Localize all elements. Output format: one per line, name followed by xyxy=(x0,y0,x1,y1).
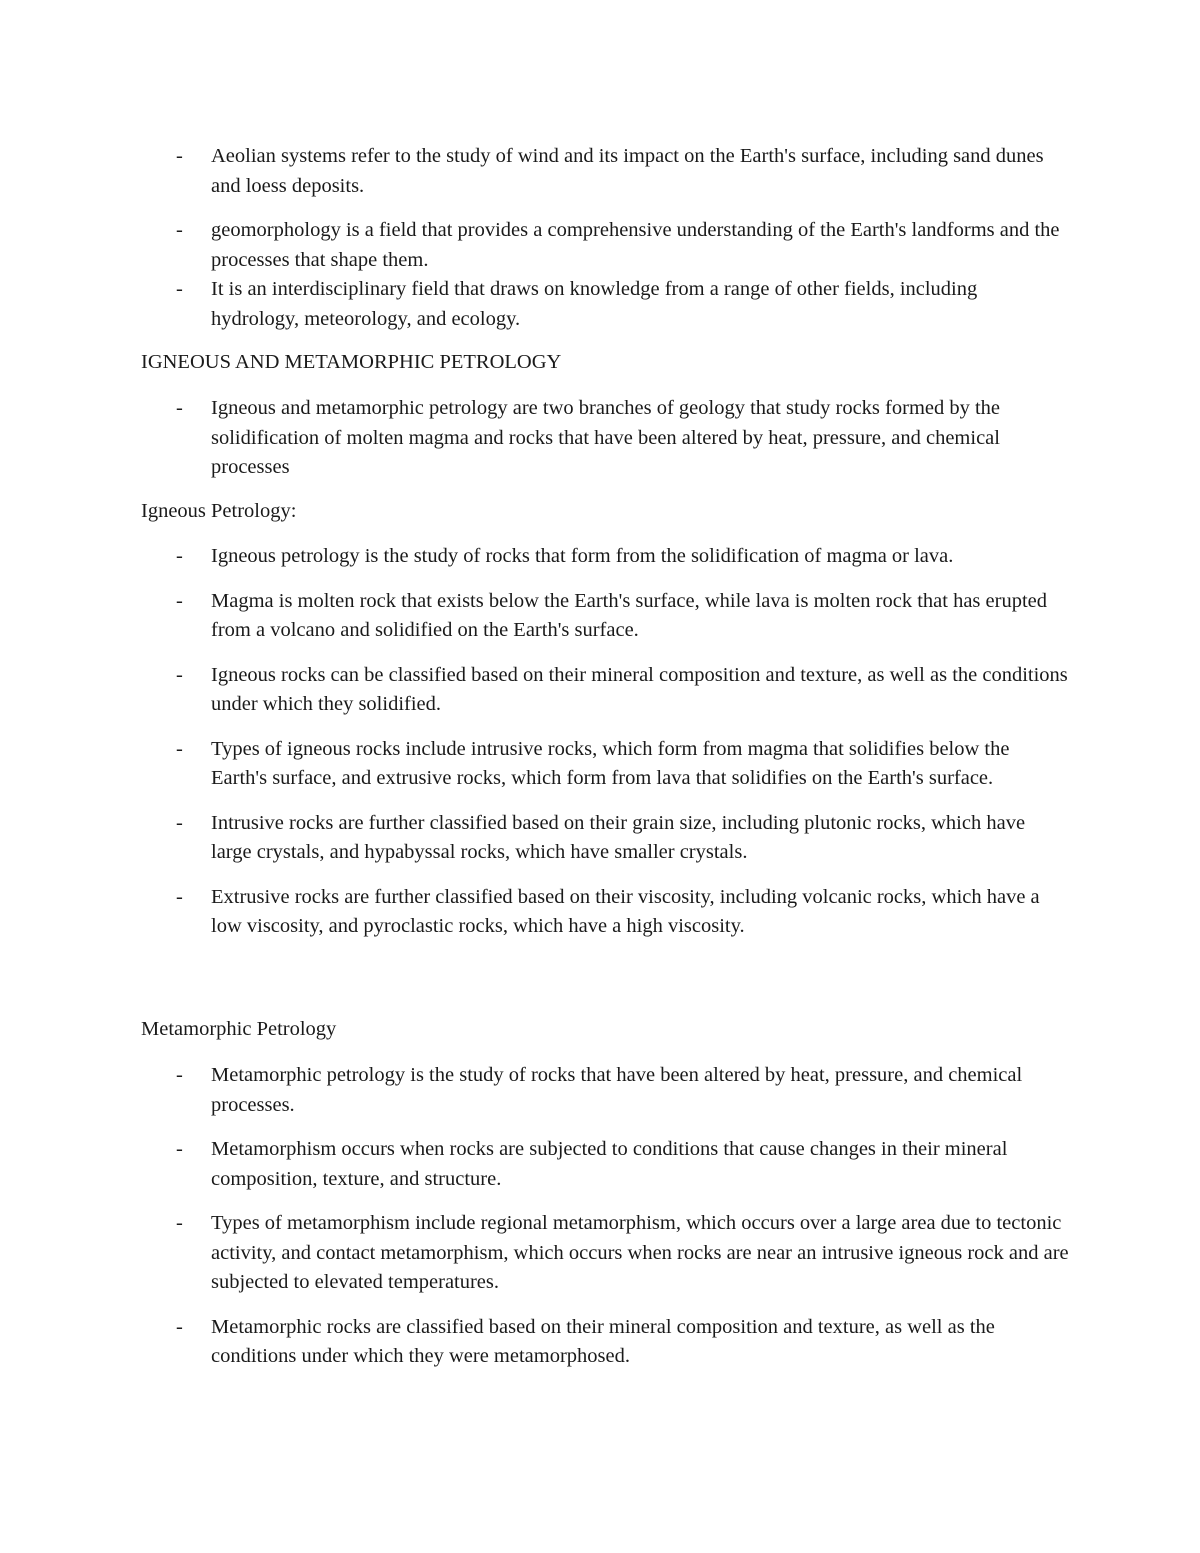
list-item-text: Extrusive rocks are further classified based on their viscosity, including volcanic rocks, which have a low viscosity, and pyroclastic rocks, which have a high viscosity. xyxy=(211,885,1040,937)
bullet-dash: - xyxy=(176,397,183,419)
igneous-bullet-list xyxy=(0,542,1200,942)
list-item xyxy=(0,542,1200,572)
list-item-text: geomorphology is a field that provides a comprehensive understanding of the Earth's landforms and the processes that shape them. xyxy=(211,219,1060,271)
list-item xyxy=(0,735,1200,794)
list-item-text: Types of igneous rocks include intrusive rocks, which form from magma that solidifies below the Earth's surface, and extrusive rocks, which form from lava that solidifies on the Earth's surface. xyxy=(211,737,1010,789)
bullet-dash: - xyxy=(176,1315,183,1338)
bullet-dash: - xyxy=(176,219,183,241)
list-item-text: It is an interdisciplinary field that draws on knowledge from a range of other fields, including hydrology, meteorology, and ecology. xyxy=(211,278,978,330)
list-item xyxy=(0,1135,1200,1194)
list-item xyxy=(0,587,1200,646)
list-item-text: Aeolian systems refer to the study of wind and its impact on the Earth's surface, including sand dunes and loess deposits. xyxy=(211,145,1044,197)
bullet-dash: - xyxy=(176,1212,183,1234)
main-bullet-list xyxy=(0,394,1200,483)
bullet-dash: - xyxy=(176,811,183,834)
section-heading-igneous-metamorphic: IGNEOUS AND METAMORPHIC PETROLOGY xyxy=(141,351,562,373)
section-heading-igneous: Igneous Petrology: xyxy=(141,500,297,522)
bullet-dash: - xyxy=(176,145,183,167)
list-item xyxy=(0,1061,1200,1120)
list-item-text: Metamorphism occurs when rocks are subjected to conditions that cause changes in their mineral composition, texture, and structure. xyxy=(211,1138,1008,1190)
bullet-dash: - xyxy=(176,663,183,686)
list-item-text: Metamorphic petrology is the study of rocks that have been altered by heat, pressure, and chemical processes. xyxy=(211,1064,1023,1116)
list-item-text: Igneous and metamorphic petrology are two branches of geology that study rocks formed by the solidification of molten magma and rocks that have been altered by heat, pressure, and chemical processes xyxy=(211,397,1001,478)
list-item-text: Igneous rocks can be classified based on their mineral composition and texture, as well as the conditions under which they solidified. xyxy=(211,663,1068,715)
list-item xyxy=(0,216,1200,275)
metamorphic-bullet-list xyxy=(0,1061,1200,1372)
section-heading-metamorphic: Metamorphic Petrology xyxy=(141,1018,337,1040)
list-item-text: Magma is molten rock that exists below the Earth's surface, while lava is molten rock that has erupted from a volcano and solidified on the Earth's surface. xyxy=(211,589,1047,641)
list-item-text: Types of metamorphism include regional metamorphism, which occurs over a large area due to tectonic activity, and contact metamorphism, which occurs when rocks are near an intrusive igneous rock and are subjected to elevated temperatures. xyxy=(211,1212,1069,1293)
list-item-text: Igneous petrology is the study of rocks that form from the solidification of magma or lava. xyxy=(211,545,954,567)
intro-bullet-list xyxy=(0,142,1200,334)
list-item xyxy=(0,809,1200,868)
list-item xyxy=(0,275,1200,334)
bullet-dash: - xyxy=(176,278,183,300)
bullet-dash: - xyxy=(176,589,183,612)
bullet-dash: - xyxy=(176,1064,183,1086)
list-item xyxy=(0,1313,1200,1372)
list-item-text: Intrusive rocks are further classified based on their grain size, including plutonic rocks, which have large crystals, and hypabyssal rocks, which have smaller crystals. xyxy=(211,811,1026,863)
list-item xyxy=(0,142,1200,201)
list-item xyxy=(0,661,1200,720)
list-item-text: Metamorphic rocks are classified based on their mineral composition and texture, as well as the conditions under which they were metamorphosed. xyxy=(211,1315,995,1367)
bullet-dash: - xyxy=(176,737,183,760)
list-item xyxy=(0,394,1200,483)
bullet-dash: - xyxy=(176,545,183,567)
bullet-dash: - xyxy=(176,1138,183,1160)
list-item xyxy=(0,883,1200,942)
list-item xyxy=(0,1209,1200,1298)
bullet-dash: - xyxy=(176,885,183,908)
